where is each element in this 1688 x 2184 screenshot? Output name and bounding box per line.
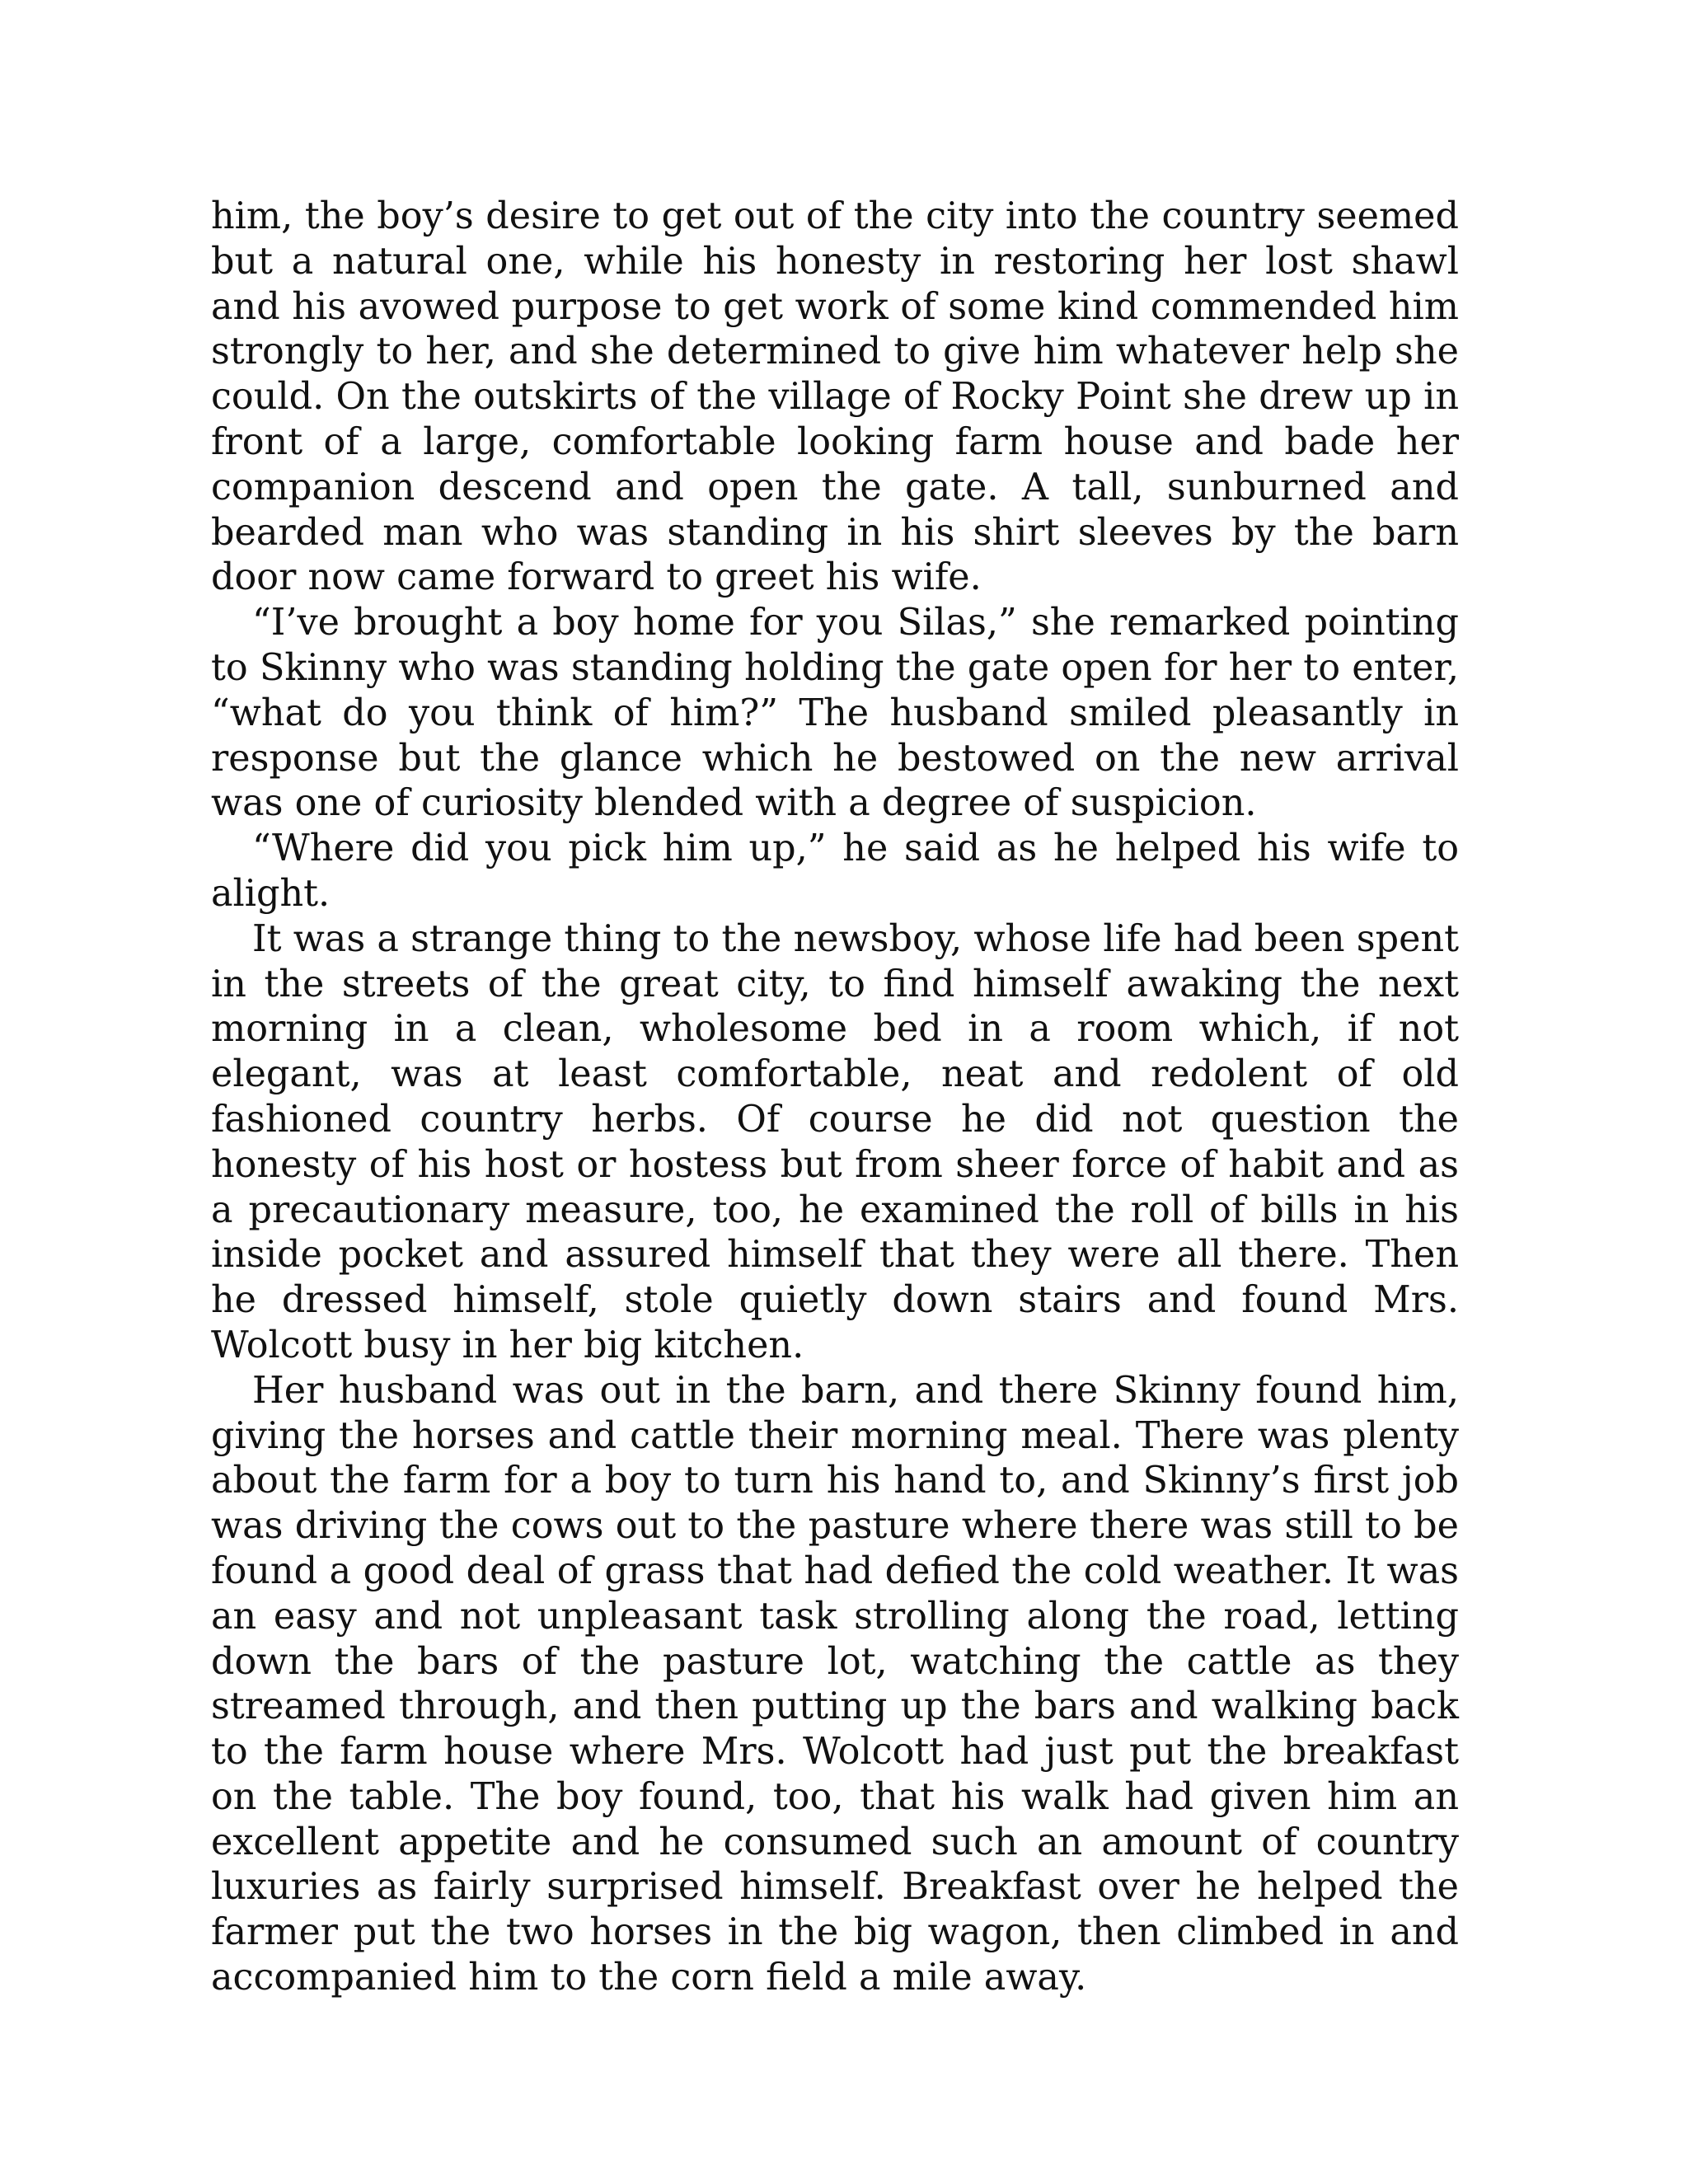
paragraph-dialogue-silas: “I’ve brought a boy home for you Silas,” she remarked pointing to Skinny who was standing holding the gate open for her to enter, “what do you think of him?” The husband smiled pleasantly in response but the glance which he bestowed on the new arrival was one of curiosity blended with a degree of suspicion. <box>211 602 1459 825</box>
paragraph-dialogue-husband: “Where did you pick him up,” he said as he helped his wife to alight. <box>211 827 1459 915</box>
paragraph-next-morning: It was a strange thing to the newsboy, whose life had been spent in the streets of the great city, to find himself awaking the next morning in a clean, wholesome bed in a room which, if not elegant, was at least comfortable, neat and redolent of old fashioned country herbs. Of course he did not question the honesty of his host or hostess but from sheer force of habit and as a precautionary measure, too, he examined the roll of bills in his inside pocket and assured himself that they were all there. Then he dressed himself, stole quietly down stairs and found Mrs. Wolcott busy in her big kitchen. <box>211 917 1459 1366</box>
paragraph-farm-chores: Her husband was out in the barn, and there Skinny found him, giving the horses and cattle their morning meal. There was plenty about the farm for a boy to turn his hand to, and Skinny’s first job was driving the cows out to the pasture where there was still to be found a good deal of grass that had defied the cold weather. It was an easy and not unpleasant task strolling along the road, letting down the bars of the pasture lot, watching the cattle as they streamed through, and then putting up the bars and walking back to the farm house where Mrs. Wolcott had just put the breakfast on the table. The boy found, too, that his walk had given him an excellent appetite and he consumed such an amount of country luxuries as fairly surprised himself. Breakfast over he helped the farmer put the two horses in the big wagon, then climbed in and accompanied him to the corn field a mile away. <box>211 1369 1459 1999</box>
book-page-text <box>211 194 1459 2001</box>
paragraph-continued: him, the boy’s desire to get out of the city into the country seemed but a natural one, while his honesty in restoring her lost shawl and his avowed purpose to get work of some kind commended him strongly to her, and she determined to give him whatever help she could. On the outskirts of the village of Rocky Point she drew up in front of a large, comfortable looking farm house and bade her companion descend and open the gate. A tall, sunburned and bearded man who was standing in his shirt sleeves by the barn door now came forward to greet his wife. <box>211 195 1459 599</box>
